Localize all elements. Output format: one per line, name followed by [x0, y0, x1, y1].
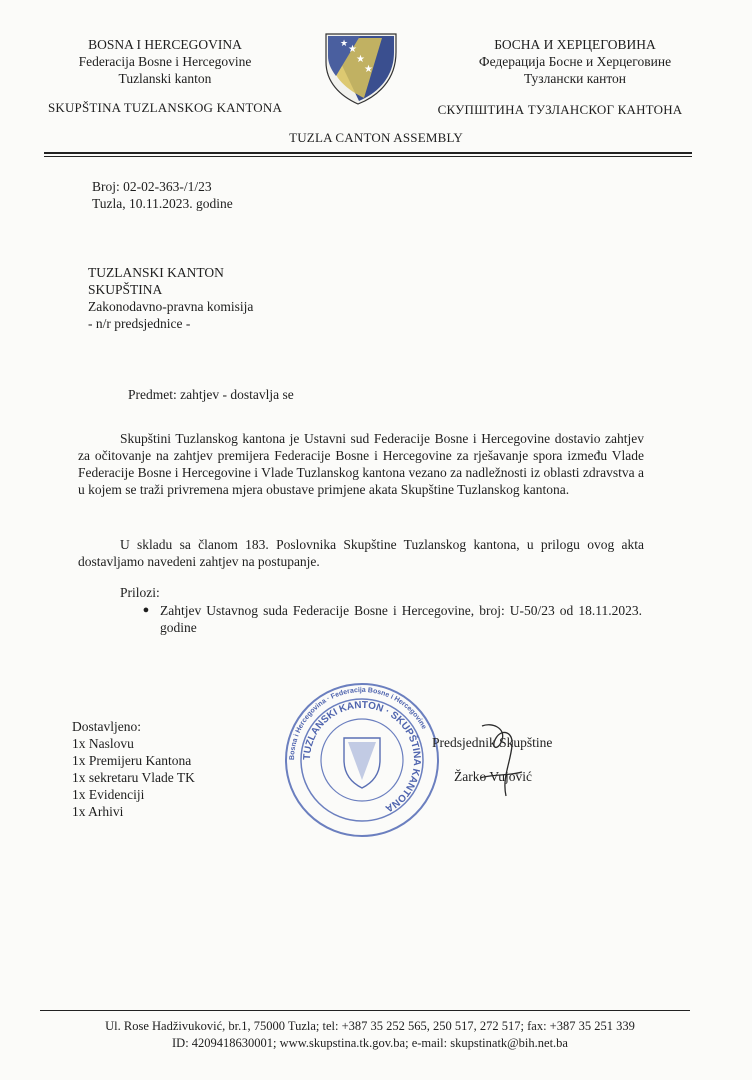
recipient-line: SKUPŠTINA [88, 282, 163, 297]
footer-divider [40, 1010, 690, 1011]
official-stamp [282, 680, 442, 840]
recipient-block [88, 264, 253, 332]
footer-block [30, 1018, 710, 1052]
reference-block [92, 178, 233, 212]
attachments-label: Prilozi: [120, 585, 160, 600]
distribution-block [72, 718, 195, 820]
header-right [450, 36, 700, 87]
header-right-line: Тузлански кантон [523, 71, 627, 86]
bullet-icon: ● [142, 604, 150, 616]
header-left-line: Tuzlanski kanton [118, 71, 212, 86]
recipient-line: TUZLANSKI KANTON [88, 265, 224, 280]
signature-title: Predsjednik Skupštine [432, 735, 553, 750]
recipient-line: - n/r predsjednice - [88, 316, 191, 331]
distribution-item: 1x sekretaru Vlade TK [72, 770, 195, 785]
attachment-item [132, 602, 642, 636]
handwritten-signature [462, 718, 542, 808]
footer-contact: ID: 4209418630001; www.skupstina.tk.gov.ba; e-mail: skupstinatk@bih.net.ba [172, 1036, 568, 1050]
header-left-line: BOSNA I HERCEGOVINA [88, 37, 242, 52]
stamp-outer-text: Bosna i Hercegovina · Federacija Bosne i Hercegovine [288, 686, 428, 761]
header-divider-thin [44, 156, 692, 157]
distribution-item: 1x Evidenciji [72, 787, 145, 802]
header-right-line: Федерација Босне и Херцеговине [478, 54, 672, 69]
svg-text:★: ★ [348, 44, 357, 55]
distribution-item: 1x Arhivi [72, 804, 124, 819]
body-paragraph-1: Skupštini Tuzlanskog kantona je Ustavni sud Federacije Bosne i Hercegovine dostavio zahtjev za očitovanje na zahtjev premijera Federacije Bosne i Hercegovine za rješavanje spora između Vlade Federacije Bosne i Hercegovine i Vlade Tuzlanskog kantona vezano za nadležnosti iz oblasti zdravstva a u kojem se traži privremena mjera obustave primjene akata Skupštine Tuzlanskog kantona. [78, 431, 644, 497]
header-divider [44, 152, 692, 154]
reference-number: Broj: 02-02-363-/1/23 [92, 179, 212, 194]
subject-line: Predmet: zahtjev - dostavlja se [128, 387, 294, 402]
header-left-assembly: SKUPŠTINA TUZLANSKOG KANTONA [47, 100, 283, 115]
attachment-text: Zahtjev Ustavnog suda Federacije Bosne i Hercegovine, broj: U-50/23 od 18.11.2023. godine [160, 603, 642, 635]
svg-text:★: ★ [340, 38, 349, 48]
header-left-line: Federacija Bosne i Hercegovine [78, 54, 252, 69]
signature-name: Žarko Vujović [454, 769, 533, 784]
distribution-item: 1x Premijeru Kantona [72, 753, 192, 768]
reference-date: Tuzla, 10.11.2023. godine [92, 196, 233, 211]
recipient-line: Zakonodavno-pravna komisija [88, 299, 254, 314]
header-right-line: БОСНА И ХЕРЦЕГОВИНА [494, 37, 656, 52]
header-left [40, 36, 290, 87]
distribution-label: Dostavljeno: [72, 719, 141, 734]
header-english-title: TUZLA CANTON ASSEMBLY [289, 130, 463, 145]
svg-text:★: ★ [356, 54, 365, 65]
body-paragraph-2: U skladu sa članom 183. Poslovnika Skupštine Tuzlanskog kantona, u prilogu ovog akta dostavljamo navedeni zahtjev na postupanje. [78, 537, 644, 569]
svg-text:★: ★ [364, 64, 373, 75]
coat-of-arms-emblem [322, 32, 400, 106]
footer-address: Ul. Rose Hadživuković, br.1, 75000 Tuzla; tel: +387 35 252 565, 250 517, 272 517; fax: +387 35 251 339 [105, 1019, 635, 1033]
stamp-inner-text: TUZLANSKI KANTON · SKUPŠTINA KANTONA [301, 699, 423, 814]
header-right-assembly: СКУПШТИНА ТУЗЛАНСКОГ КАНТОНА [437, 102, 683, 117]
distribution-item: 1x Naslovu [72, 736, 134, 751]
